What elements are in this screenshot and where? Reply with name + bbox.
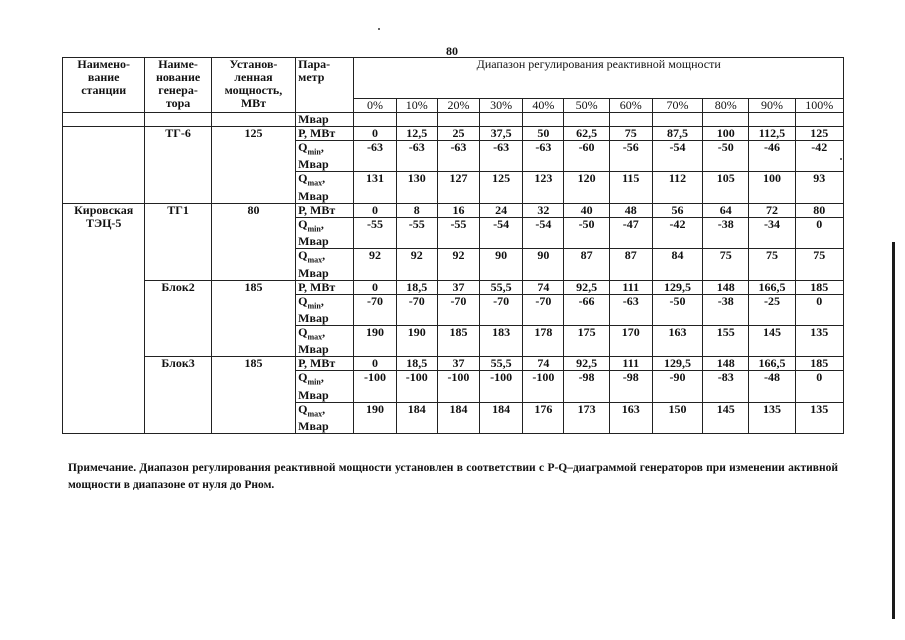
value-cell: -100 (480, 371, 523, 402)
value-cell: 185 (795, 357, 843, 371)
value-cell: 129,5 (652, 357, 702, 371)
value-cell: -56 (609, 141, 652, 172)
percent-header: 30% (480, 99, 523, 113)
parameter-cell: Р, МВт (296, 280, 354, 294)
value-cell: 130 (396, 172, 437, 203)
parameter-cell: $Q_{min}$, Мвар (296, 294, 354, 325)
value-cell: 150 (652, 402, 702, 433)
value-cell: -50 (703, 141, 749, 172)
value-cell-empty (749, 113, 795, 127)
value-cell: 40 (564, 203, 609, 217)
value-cell: 100 (749, 172, 795, 203)
capacity-cell-empty (211, 113, 295, 127)
value-cell: -70 (437, 294, 479, 325)
value-cell: -55 (354, 217, 396, 248)
parameter-cell: $Q_{min}$, Мвар (296, 141, 354, 172)
value-cell-empty (396, 113, 437, 127)
value-cell: 25 (437, 127, 479, 141)
percent-header: 10% (396, 99, 437, 113)
value-cell: 166,5 (749, 357, 795, 371)
value-cell: 135 (749, 402, 795, 433)
parameter-cell: Р, МВт (296, 357, 354, 371)
value-cell: 87 (564, 249, 609, 280)
value-cell: -70 (396, 294, 437, 325)
installed-capacity: 185 (211, 280, 295, 357)
value-cell: 0 (795, 294, 843, 325)
value-cell: 120 (564, 172, 609, 203)
value-cell: -63 (396, 141, 437, 172)
value-cell: 74 (523, 280, 564, 294)
parameter-cell: $Q_{max}$, Мвар (296, 402, 354, 433)
value-cell: -100 (523, 371, 564, 402)
parameter-cell: Мвар (296, 113, 354, 127)
value-cell: -100 (437, 371, 479, 402)
value-cell: 92 (437, 249, 479, 280)
value-cell-empty (437, 113, 479, 127)
generator-name: ТГ-6 (145, 127, 211, 204)
value-cell: 123 (523, 172, 564, 203)
value-cell: 115 (609, 172, 652, 203)
table-row (63, 357, 844, 371)
value-cell: -42 (795, 141, 843, 172)
value-cell: -38 (703, 217, 749, 248)
value-cell: 175 (564, 325, 609, 356)
value-cell: -34 (749, 217, 795, 248)
value-cell: -100 (396, 371, 437, 402)
value-cell: -70 (354, 294, 396, 325)
value-cell: 48 (609, 203, 652, 217)
value-cell: 64 (703, 203, 749, 217)
value-cell: 135 (795, 402, 843, 433)
header-row (63, 58, 844, 99)
generator-header: Наиме-нование генера-тора (145, 58, 211, 113)
value-cell: 183 (480, 325, 523, 356)
value-cell: 166,5 (749, 280, 795, 294)
table-row (63, 203, 844, 217)
value-cell: 92 (396, 249, 437, 280)
value-cell: 75 (749, 249, 795, 280)
parameter-cell: $Q_{min}$, Мвар (296, 371, 354, 402)
value-cell: 87,5 (652, 127, 702, 141)
value-cell: -90 (652, 371, 702, 402)
installed-capacity: 125 (211, 127, 295, 204)
value-cell: 185 (437, 325, 479, 356)
value-cell: -54 (480, 217, 523, 248)
station-cell-empty (63, 127, 145, 204)
value-cell: -70 (523, 294, 564, 325)
scan-speck (378, 28, 380, 30)
value-cell: 55,5 (480, 357, 523, 371)
value-cell: 100 (703, 127, 749, 141)
value-cell: 163 (609, 402, 652, 433)
value-cell: -98 (609, 371, 652, 402)
generator-cell-empty (145, 113, 211, 127)
value-cell: -48 (749, 371, 795, 402)
value-cell: -60 (564, 141, 609, 172)
station-name: Кировская ТЭЦ-5 (63, 203, 145, 433)
value-cell: 90 (480, 249, 523, 280)
value-cell: -63 (437, 141, 479, 172)
parameter-cell: Р, МВт (296, 203, 354, 217)
capacity-header: Установ-ленная мощность, МВт (211, 58, 295, 113)
value-cell: 184 (437, 402, 479, 433)
value-cell: 0 (795, 217, 843, 248)
value-cell: 93 (795, 172, 843, 203)
table-body (63, 113, 844, 434)
value-cell: -55 (396, 217, 437, 248)
value-cell: -100 (354, 371, 396, 402)
value-cell: 92 (354, 249, 396, 280)
value-cell: -54 (652, 141, 702, 172)
value-cell: 37 (437, 357, 479, 371)
value-cell: 18,5 (396, 280, 437, 294)
percent-header: 20% (437, 99, 479, 113)
value-cell-empty (480, 113, 523, 127)
value-cell-empty (795, 113, 843, 127)
percent-header: 60% (609, 99, 652, 113)
value-cell: 12,5 (396, 127, 437, 141)
value-cell: 111 (609, 357, 652, 371)
value-cell: 50 (523, 127, 564, 141)
value-cell: 72 (749, 203, 795, 217)
parameter-cell: $Q_{min}$, Мвар (296, 217, 354, 248)
value-cell: -70 (480, 294, 523, 325)
value-cell: -63 (480, 141, 523, 172)
value-cell-empty (703, 113, 749, 127)
value-cell: -54 (523, 217, 564, 248)
parameter-cell: $Q_{max}$, Мвар (296, 325, 354, 356)
value-cell: 163 (652, 325, 702, 356)
percent-header: 100% (795, 99, 843, 113)
installed-capacity: 80 (211, 203, 295, 280)
percent-header: 90% (749, 99, 795, 113)
value-cell: 125 (480, 172, 523, 203)
percent-header: 0% (354, 99, 396, 113)
footnote: Примечание. Диапазон регулирования реактивной мощности установлен в соответствии с P-Q–диаграммой генераторов при изменении активной мощности в диапазоне от нуля до Pном. (68, 462, 838, 491)
percent-header: 80% (703, 99, 749, 113)
value-cell: 0 (354, 280, 396, 294)
value-cell: -63 (354, 141, 396, 172)
range-header: Диапазон регулирования реактивной мощности (354, 58, 844, 99)
value-cell: 131 (354, 172, 396, 203)
value-cell: 18,5 (396, 357, 437, 371)
installed-capacity: 185 (211, 357, 295, 434)
value-cell: 75 (703, 249, 749, 280)
table-row (63, 113, 844, 127)
reactive-power-table (62, 57, 844, 434)
value-cell: 0 (354, 357, 396, 371)
value-cell: -55 (437, 217, 479, 248)
value-cell: 90 (523, 249, 564, 280)
value-cell: -25 (749, 294, 795, 325)
value-cell: 190 (354, 402, 396, 433)
value-cell: 75 (795, 249, 843, 280)
value-cell: 145 (703, 402, 749, 433)
percent-header: 50% (564, 99, 609, 113)
value-cell: 8 (396, 203, 437, 217)
value-cell: 92,5 (564, 280, 609, 294)
scan-edge-mark (892, 242, 895, 619)
value-cell: 184 (396, 402, 437, 433)
value-cell: 37 (437, 280, 479, 294)
station-cell-empty (63, 113, 145, 127)
parameter-cell: $Q_{max}$, Мвар (296, 172, 354, 203)
value-cell: 135 (795, 325, 843, 356)
value-cell: 105 (703, 172, 749, 203)
station-header: Наимено-вание станции (63, 58, 145, 113)
value-cell: 173 (564, 402, 609, 433)
value-cell: -38 (703, 294, 749, 325)
value-cell: -42 (652, 217, 702, 248)
value-cell: 190 (354, 325, 396, 356)
value-cell: 32 (523, 203, 564, 217)
value-cell: -66 (564, 294, 609, 325)
value-cell-empty (652, 113, 702, 127)
value-cell: 84 (652, 249, 702, 280)
generator-name: Блок3 (145, 357, 211, 434)
generator-name: Блок2 (145, 280, 211, 357)
value-cell: 125 (795, 127, 843, 141)
value-cell: 129,5 (652, 280, 702, 294)
value-cell: 112,5 (749, 127, 795, 141)
value-cell: 74 (523, 357, 564, 371)
table-row (63, 127, 844, 141)
value-cell: -98 (564, 371, 609, 402)
value-cell: 155 (703, 325, 749, 356)
parameter-header: Пара-метр (296, 58, 354, 113)
parameter-cell: $Q_{max}$, Мвар (296, 249, 354, 280)
value-cell: 0 (354, 203, 396, 217)
value-cell: 145 (749, 325, 795, 356)
value-cell: 184 (480, 402, 523, 433)
value-cell: 0 (795, 371, 843, 402)
value-cell: -50 (564, 217, 609, 248)
value-cell-empty (354, 113, 396, 127)
value-cell: 170 (609, 325, 652, 356)
value-cell: 111 (609, 280, 652, 294)
value-cell: 75 (609, 127, 652, 141)
value-cell: 62,5 (564, 127, 609, 141)
value-cell: -83 (703, 371, 749, 402)
value-cell: 127 (437, 172, 479, 203)
value-cell: 148 (703, 357, 749, 371)
table-row (63, 280, 844, 294)
value-cell: 148 (703, 280, 749, 294)
value-cell: 178 (523, 325, 564, 356)
value-cell: 0 (354, 127, 396, 141)
value-cell-empty (609, 113, 652, 127)
value-cell: 87 (609, 249, 652, 280)
parameter-cell: Р, МВт (296, 127, 354, 141)
value-cell: 185 (795, 280, 843, 294)
value-cell: -46 (749, 141, 795, 172)
value-cell: -50 (652, 294, 702, 325)
value-cell-empty (564, 113, 609, 127)
value-cell: -63 (523, 141, 564, 172)
generator-name: ТГ1 (145, 203, 211, 280)
page-number: 80 (446, 44, 458, 58)
percent-header: 40% (523, 99, 564, 113)
scan-speck (840, 158, 842, 160)
value-cell: -63 (609, 294, 652, 325)
value-cell: 190 (396, 325, 437, 356)
value-cell: 56 (652, 203, 702, 217)
value-cell: 80 (795, 203, 843, 217)
value-cell-empty (523, 113, 564, 127)
value-cell: 24 (480, 203, 523, 217)
percent-header: 70% (652, 99, 702, 113)
value-cell: 16 (437, 203, 479, 217)
value-cell: 37,5 (480, 127, 523, 141)
value-cell: 92,5 (564, 357, 609, 371)
value-cell: 176 (523, 402, 564, 433)
value-cell: 55,5 (480, 280, 523, 294)
value-cell: 112 (652, 172, 702, 203)
value-cell: -47 (609, 217, 652, 248)
